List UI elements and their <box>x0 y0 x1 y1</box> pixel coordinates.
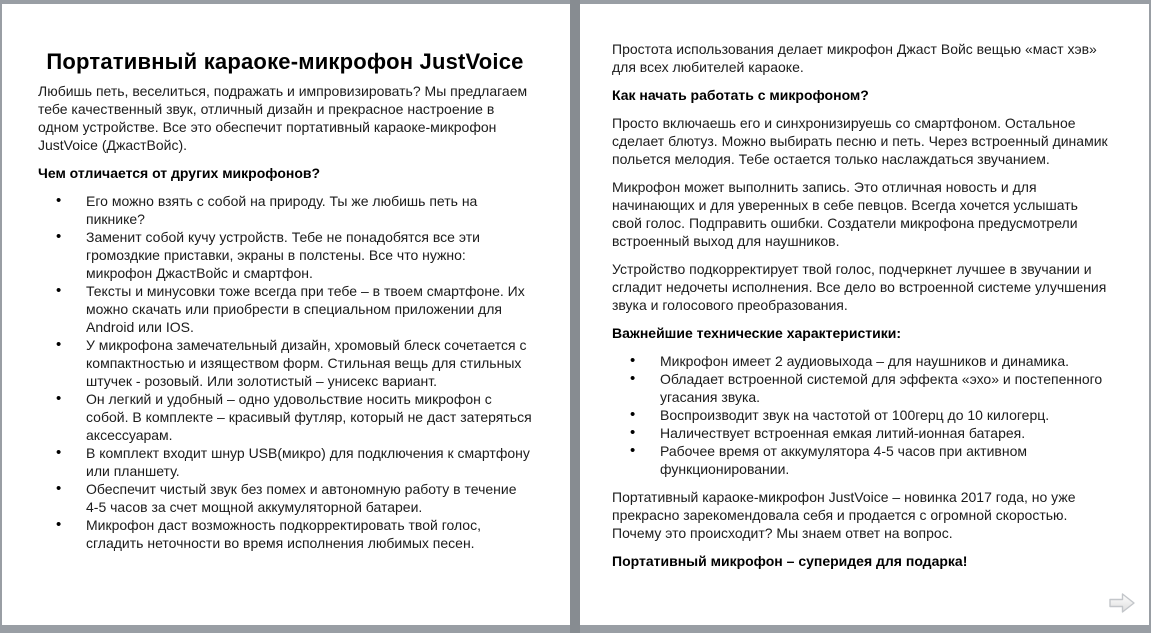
specs-list <box>612 352 1109 478</box>
list-item: • У микрофона замечательный дизайн, хромовый блеск сочетается с компактностью и изяществом форм. Стильная вещь для стильных штучек - розовый. Или золотистый – унисекс вариант. <box>86 336 532 390</box>
list-item: • Микрофон имеет 2 аудиовыхода – для наушников и динамика. <box>660 352 1109 370</box>
list-item: • Наличествует встроенная емкая литий-ионная батарея. <box>660 424 1109 442</box>
section-heading-differences: Чем отличается от других микрофонов? <box>38 165 321 181</box>
features-list <box>38 192 532 552</box>
document-title: Портативный караоке-микрофон JustVoice <box>46 49 524 74</box>
list-item: • Воспроизводит звук на частотой от 100герц до 10 килогерц. <box>660 406 1109 424</box>
list-item: • Рабочее время от аккумулятора 4-5 часов при активном функционировании. <box>660 442 1109 478</box>
paragraph-simplicity: Простота использования делает микрофон Джаст Войс вещью «маст хэв» для всех любителей караоке. <box>612 41 1097 75</box>
list-item: • Обеспечит чистый звук без помех и автономную работу в течение 4-5 часов за счет мощной аккумуляторной батареи. <box>86 480 532 516</box>
list-item: • Он легкий и удобный – одно удовольствие носить микрофон с собой. В комплекте – красивый футляр, который не даст затеряться аксессуарам. <box>86 390 532 444</box>
closing-statement: Портативный микрофон – суперидея для подарка! <box>612 553 968 569</box>
paragraph-record: Микрофон может выполнить запись. Это отличная новость и для начинающих и для уверенных в себе певцов. Всегда хочется услышать свой голос. Подправить ошибки. Создатели микрофона предусмотрели встроенный выход для наушников. <box>612 179 1078 249</box>
list-item: • Микрофон даст возможность подкорректировать твой голос, сгладить неточности во время исполнения любимых песен. <box>86 516 532 552</box>
section-heading-how-to-start: Как начать работать с микрофоном? <box>612 87 869 103</box>
page-right <box>580 4 1149 625</box>
list-item: • Тексты и минусовки тоже всегда при тебе – в твоем смартфоне. Их можно скачать или приобрести в специальном приложении для Android или IOS. <box>86 282 532 336</box>
paragraph-correct: Устройство подкорректирует твой голос, подчеркнет лучшее в звучании и сгладит недочеты исполнения. Все дело во встроенной системе улучшения звука и голосового преобразования. <box>612 261 1107 313</box>
section-heading-specs: Важнейшие технические характеристики: <box>612 325 901 341</box>
page-divider <box>570 0 580 633</box>
list-item: • Обладает встроенной системой для эффекта «эхо» и постепенного угасания звука. <box>660 370 1109 406</box>
page-left <box>2 4 570 625</box>
paragraph-start: Просто включаешь его и синхронизируешь со смартфоном. Остальное сделает блютуз. Можно выбирать песню и петь. Через встроенный динамик польется мелодия. Тебе остается только наслаждаться звучанием. <box>612 115 1108 167</box>
list-item: • В комплект входит шнур USB(микро) для подключения к смартфону или планшету. <box>86 444 532 480</box>
list-item: • Его можно взять с собой на природу. Ты же любишь петь на пикнике? <box>86 192 532 228</box>
right-arrow-icon <box>1108 592 1136 614</box>
list-item: • Заменит собой кучу устройств. Тебе не понадобятся все эти громоздкие приставки, экраны в полстены. Все что нужно: микрофон ДжастВойс и смартфон. <box>86 228 532 282</box>
intro-paragraph: Любишь петь, веселиться, подражать и импровизировать? Мы предлагаем тебе качественный звук, отличный дизайн и прекрасное настроение в одном устройстве. Все это обеспечит портативный караоке-микрофон JustVoice (ДжастВойс). <box>38 83 528 153</box>
paragraph-novelty: Портативный караоке-микрофон JustVoice – новинка 2017 года, но уже прекрасно зарекомендовала себя и продается с огромной скоростью. Почему это происходит? Мы знаем ответ на вопрос. <box>612 489 1076 541</box>
next-page-button[interactable] <box>1108 592 1136 614</box>
